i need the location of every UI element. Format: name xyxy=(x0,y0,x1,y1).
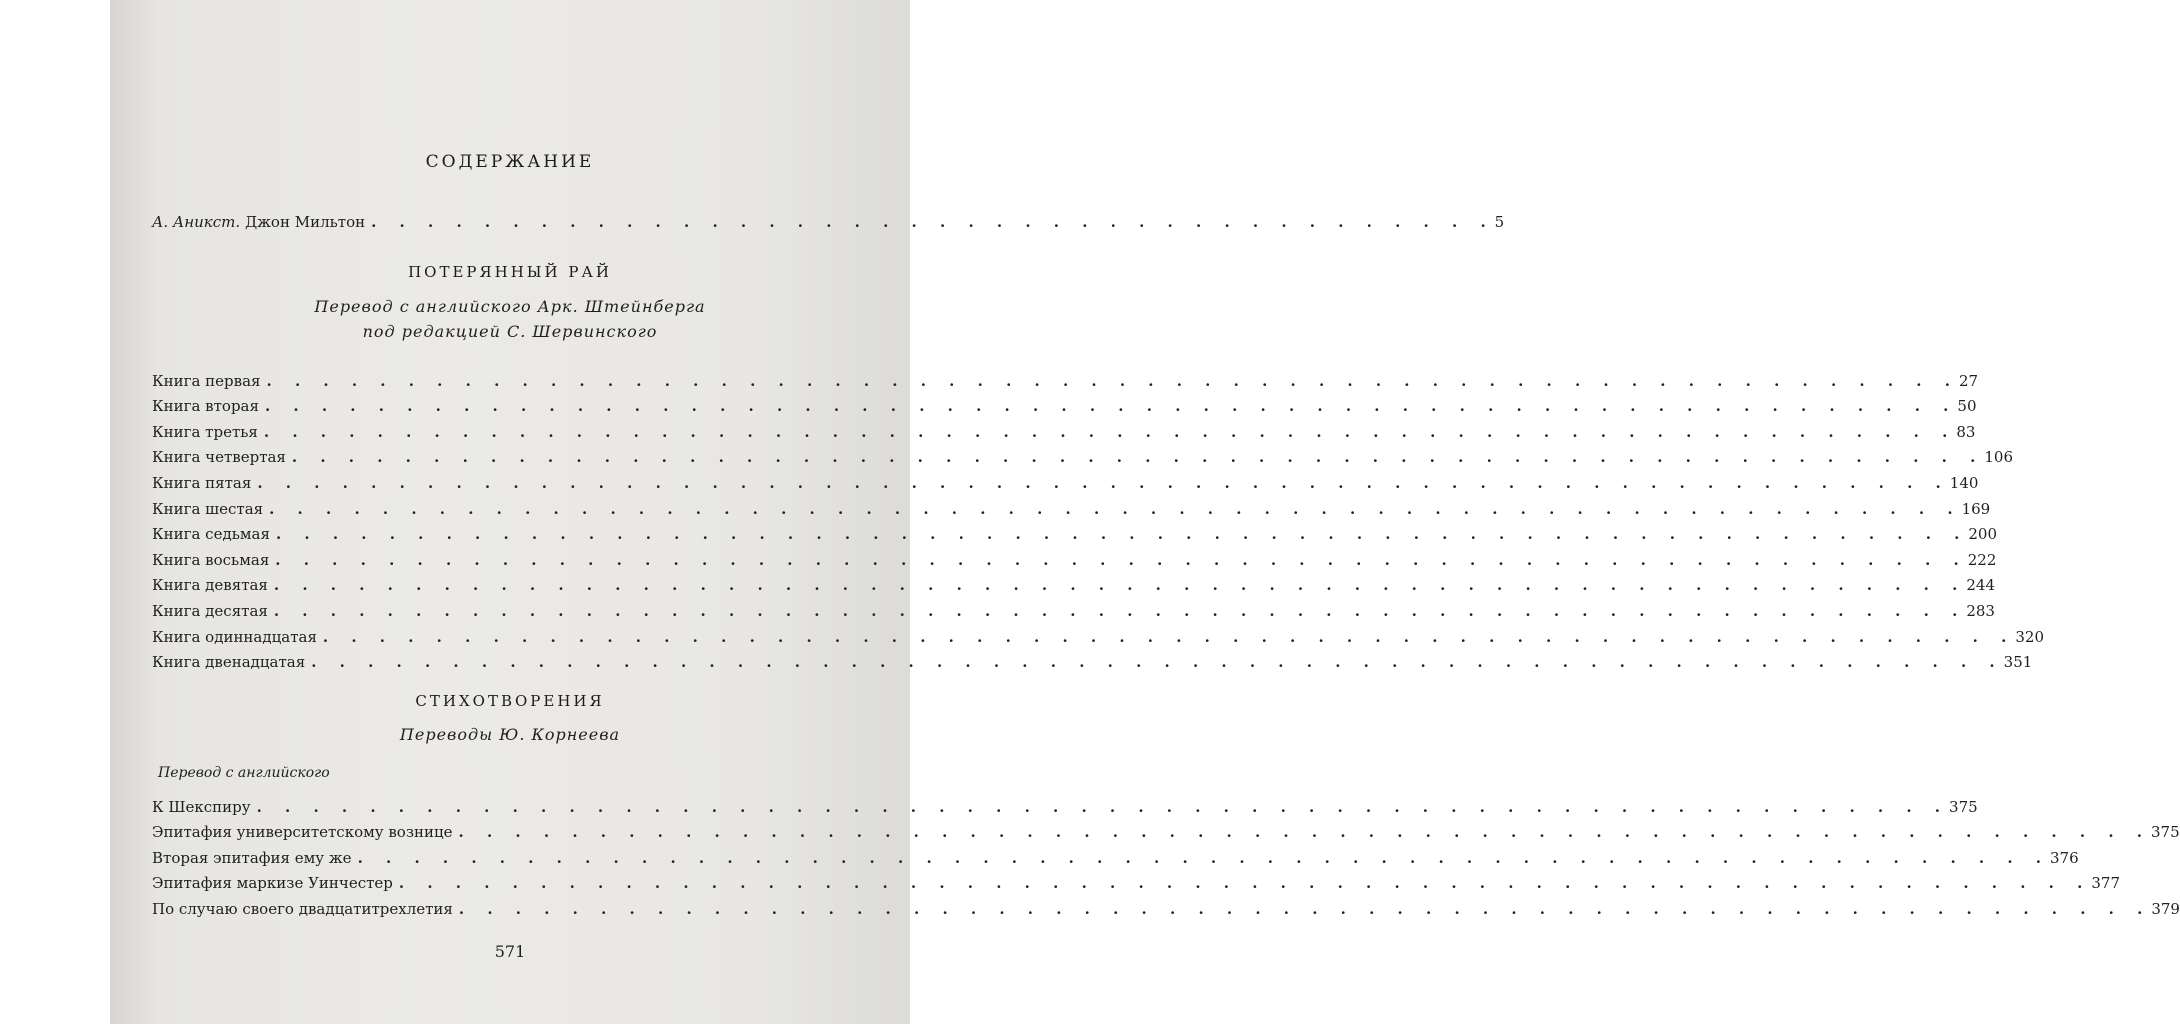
books-list xyxy=(152,364,2044,672)
poems-translator: Переводы Ю. Корнеева xyxy=(399,725,621,744)
dot-leader: . . . . . . . . . . . . . . . . . . . . . . . . . . . . . . . . . . . . . . . . . . . . . . . . . . . . . . . . . . . . xyxy=(266,371,1959,390)
toc-entry-page: 376 xyxy=(2050,848,2079,867)
dot-leader: . . . . . . . . . . . . . . . . . . . . . . . . . . . . . . . . . . . . . . . . . . . . . . . . . . . . . . . . . . . . xyxy=(458,823,2151,842)
toc-row xyxy=(152,841,2079,867)
toc-row xyxy=(152,466,1979,492)
toc-row xyxy=(152,364,1979,390)
dot-leader: . . . . . . . . . . . . . . . . . . . . . . . . . . . . . . . . . . . . . . . . . . . . . . . . . . . . . . . . . . . . xyxy=(398,874,2092,893)
intro-entry xyxy=(152,205,1505,231)
toc-row xyxy=(152,492,1991,518)
paradise-lost-translation-line2: под редакцией С. Шервинского xyxy=(362,322,658,341)
toc-entry-title: К Шекспиру xyxy=(152,797,251,816)
toc-entry-title: Книга десятая xyxy=(152,601,268,620)
toc-row xyxy=(152,569,1995,595)
toc-entry-page: 320 xyxy=(2015,627,2044,646)
dot-leader: . . . . . . . . . . . . . . . . . . . . . . . . . . . . . . . . . . . . . . . . . . . . . . . . . . . . . . . . . . . . xyxy=(311,653,2004,672)
toc-row xyxy=(152,415,1976,441)
toc-row xyxy=(152,867,2120,893)
poems-title: СТИХОТВОРЕНИЯ xyxy=(415,692,605,710)
toc-entry-title: Книга шестая xyxy=(152,499,264,518)
toc-entry-page: 169 xyxy=(1961,499,1991,518)
poems-list xyxy=(152,790,2180,918)
toc-entry-page: 27 xyxy=(1958,371,1979,390)
page-number: 571 xyxy=(494,942,526,961)
toc-entry-title: Книга одиннадцатая xyxy=(152,627,317,646)
toc-entry-title: Вторая эпитафия ему же xyxy=(152,848,352,867)
toc-entry-page: 283 xyxy=(1966,601,1995,620)
dot-leader: . . . . . . . . . . . . . . . . . . . . . . . . . . . . . . . . . . . . . . . . . . . . . . . . . . . . . . . . . . . . xyxy=(256,797,1950,816)
toc-row xyxy=(152,594,1995,620)
intro-title: Джон Мильтон xyxy=(244,212,366,231)
dot-leader: . . . . . . . . . . . . . . . . . . . . . . . . . . . . . . . . . . . . . . . . . . . . . . . . . . . . . . . . . . . . xyxy=(291,448,1985,467)
toc-entry-title: Книга седьмая xyxy=(152,525,270,544)
dot-leader: . . . . . . . . . . . . . . . . . . . . . . . . . . . . . . . . . . . . . . . . . . . . . . . . . . . . . . . . . . . . xyxy=(273,601,1967,620)
toc-entry-title: Книга двенадцатая xyxy=(152,653,306,672)
dot-leader: . . . . . . . . . . . . . . . . . . . . . . . . . . . . . . . . . . . . . . . . . . . . . . . . . . . . . . . . . . . . xyxy=(264,397,1958,416)
toc-entry-page: 140 xyxy=(1949,473,1979,492)
toc-row xyxy=(152,441,2013,467)
dot-leader: . . . . . . . . . . . . . . . . . . . . . . . . . . . . . . . . . . . . . . . . . . . . . . . . . . . . . . . . . . . . xyxy=(269,499,1962,518)
toc-row xyxy=(152,518,1998,544)
toc-entry-page: 351 xyxy=(2003,653,2033,672)
toc-entry-title: По случаю своего двадцатитрехлетия xyxy=(152,899,453,918)
toc-entry-page: 244 xyxy=(1966,576,1995,595)
toc-entry-title: Книга восьмая xyxy=(152,550,270,569)
dot-leader: . . . . . . . . . . . . . . . . . . . . . . . . . . . . . . . . . . . . . . . . . . . . . . . . . . . . . . . . . . . . xyxy=(275,525,1969,544)
toc-row xyxy=(152,620,2044,646)
toc-entry-title: Книга третья xyxy=(152,422,258,441)
toc-entry-title: Книга первая xyxy=(152,371,261,390)
toc-entry-page: 375 xyxy=(1949,797,1978,816)
toc-entry-page: 83 xyxy=(1956,422,1976,441)
toc-row xyxy=(152,646,2033,672)
toc-entry-title: Книга вторая xyxy=(152,397,259,416)
intro-page: 5 xyxy=(1494,212,1505,231)
dot-leader: . . . . . . . . . . . . . . . . . . . . . . . . . . . . . . . . . . . . . . . . . . . . . . . . . . . . . . . . . . . . xyxy=(322,627,2016,646)
toc-entry-page: 377 xyxy=(2091,874,2120,893)
toc-row xyxy=(152,543,1997,569)
dot-leader: . . . . . . . . . . . . . . . . . . . . . . . . . . . . . . . . . . . . . . . . . . . . . . . . . . . . . . . . . . . . xyxy=(275,550,1968,569)
toc-entry-title: Эпитафия маркизе Уинчестер xyxy=(152,874,393,893)
toc-entry-page: 200 xyxy=(1968,525,1998,544)
toc-entry-page: 379 xyxy=(2151,899,2180,918)
toc-row xyxy=(152,205,1505,231)
toc-entry-page: 375 xyxy=(2151,823,2180,842)
dot-leader: . . . . . . . . . . . . . . . . . . . . . . . . . . . . . . . . . . . . . . . . . . . . . . . . . . . . . . . . . . . . xyxy=(263,422,1957,441)
book-page xyxy=(110,0,2180,1024)
dot-leader: . . . . . . . . . . . . . . . . . . . . . . . . . . . . . . . . . . . . . . . . . . . . . . . . . . . . . . . . . . . . xyxy=(257,473,1950,492)
dot-leader: . . . . . . . . . . . . . . . . . . . . . . . . . . . . . . . . . . . . . . . . . . . . . . . . . . . . . . . . . . . . xyxy=(273,576,1967,595)
dot-leader: . . . . . . . . . . . . . . . . . . . . . . . . . . . . . . . . . . . . . . . . . . . . . . . . . . . . . . . . . . . . xyxy=(357,848,2051,867)
toc-entry-page: 106 xyxy=(1984,448,2013,467)
paradise-lost-translation-line1: Перевод с английского Арк. Штейнберга xyxy=(314,297,706,316)
dot-leader: . . . . . . . . . . . . . . . . . . . . . . . . . . . . . . . . . . . . . . . . xyxy=(371,212,1495,231)
toc-row xyxy=(152,816,2180,842)
toc-entry-title: Книга девятая xyxy=(152,576,268,595)
toc-entry-title: Эпитафия университетскому вознице xyxy=(152,823,453,842)
toc-row xyxy=(152,892,2180,918)
toc-entry-page: 50 xyxy=(1957,397,1977,416)
intro-author: А. Аникст. xyxy=(152,212,241,231)
toc-row xyxy=(152,790,1978,816)
dot-leader: . . . . . . . . . . . . . . . . . . . . . . . . . . . . . . . . . . . . . . . . . . . . . . . . . . . . . . . . . . . . xyxy=(458,899,2152,918)
paradise-lost-title: ПОТЕРЯННЫЙ РАЙ xyxy=(408,263,612,281)
toc-entry-title: Книга пятая xyxy=(152,473,252,492)
toc-entry-page: 222 xyxy=(1967,550,1997,569)
toc-row xyxy=(152,390,1977,416)
contents-heading: СОДЕРЖАНИЕ xyxy=(425,152,595,172)
poems-subsection-label: Перевод с английского xyxy=(158,765,330,781)
toc-entry-title: Книга четвертая xyxy=(152,448,286,467)
